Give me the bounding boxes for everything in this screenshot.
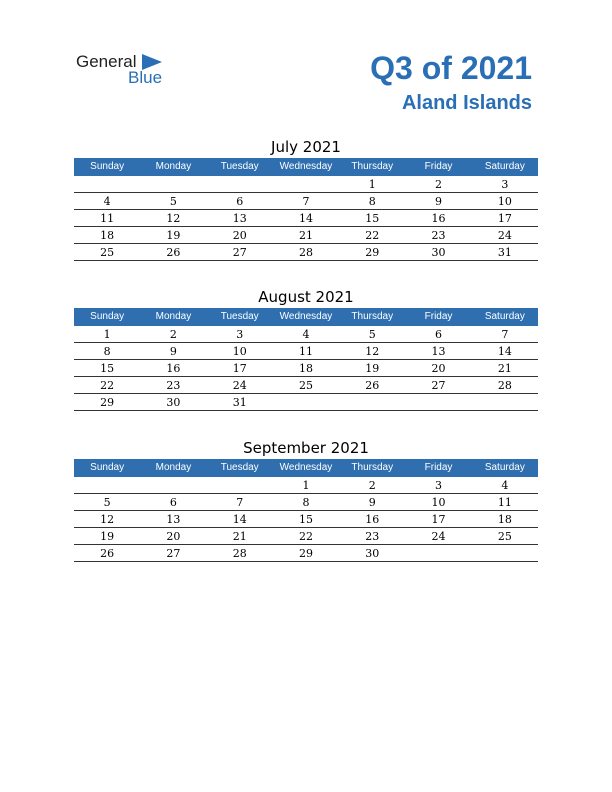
week-row: [74, 244, 538, 261]
day-cell: 11: [497, 496, 512, 509]
day-cell: 2: [368, 479, 376, 492]
day-cell: 13: [431, 345, 446, 358]
day-cell: 31: [232, 396, 247, 409]
day-cell: [273, 394, 339, 410]
day-cell: 6: [435, 328, 443, 341]
day-cell: 20: [232, 229, 247, 242]
day-cell: 25: [298, 379, 313, 392]
day-cell: 22: [298, 530, 313, 543]
day-cell: 9: [169, 345, 177, 358]
day-cell: 30: [365, 547, 380, 560]
day-cell: 14: [232, 513, 247, 526]
week-row: [74, 210, 538, 227]
day-cell: 3: [501, 178, 509, 191]
day-cell: 6: [169, 496, 177, 509]
day-cell: 25: [497, 530, 512, 543]
day-cell: 23: [365, 530, 380, 543]
day-cell: 7: [501, 328, 509, 341]
day-cell: 21: [232, 530, 247, 543]
day-cell: 27: [166, 547, 181, 560]
month-title: September 2021: [243, 439, 369, 457]
week-row: [74, 477, 538, 494]
weekday-label: Thursday: [351, 161, 394, 172]
day-cell: 17: [497, 212, 512, 225]
week-row: [74, 326, 538, 343]
week-row: [74, 377, 538, 394]
day-cell: 24: [232, 379, 247, 392]
day-cell: 16: [365, 513, 380, 526]
weekday-label: Wednesday: [279, 311, 333, 322]
weekday-header: [74, 459, 538, 477]
day-cell: 2: [169, 328, 177, 341]
brand-general: General: [76, 52, 137, 71]
day-cell: 29: [100, 396, 115, 409]
day-cell: 5: [103, 496, 111, 509]
day-cell: 7: [302, 195, 310, 208]
week-row: [74, 545, 538, 562]
day-cell: 27: [232, 246, 247, 259]
day-cell: 17: [232, 362, 247, 375]
day-cell: 24: [497, 229, 512, 242]
weekday-label: Thursday: [351, 311, 394, 322]
day-cell: 5: [169, 195, 177, 208]
day-cell: 30: [166, 396, 181, 409]
week-row: [74, 494, 538, 511]
month-calendar: [74, 437, 538, 562]
day-cell: [140, 477, 206, 493]
day-cell: [472, 394, 538, 410]
day-cell: 30: [431, 246, 446, 259]
day-cell: 21: [497, 362, 512, 375]
day-cell: 18: [298, 362, 313, 375]
month-calendar: [74, 136, 538, 261]
week-row: [74, 511, 538, 528]
day-cell: 16: [166, 362, 181, 375]
day-cell: 26: [100, 547, 115, 560]
day-cell: 5: [368, 328, 376, 341]
day-cell: 4: [302, 328, 310, 341]
day-cell: [273, 176, 339, 192]
day-cell: 10: [431, 496, 446, 509]
day-cell: 19: [365, 362, 380, 375]
day-cell: 9: [435, 195, 443, 208]
weekday-label: Tuesday: [220, 462, 259, 473]
weekday-label: Tuesday: [220, 161, 259, 172]
week-row: [74, 343, 538, 360]
day-cell: 10: [232, 345, 247, 358]
day-cell: 13: [232, 212, 247, 225]
weekday-header: [74, 308, 538, 326]
day-cell: 8: [302, 496, 310, 509]
day-cell: [472, 545, 538, 561]
day-cell: 22: [365, 229, 380, 242]
day-cell: 19: [100, 530, 115, 543]
weekday-label: Sunday: [90, 462, 125, 473]
brand-blue: Blue: [128, 68, 163, 87]
day-cell: 8: [368, 195, 376, 208]
weekday-label: Friday: [424, 161, 453, 172]
day-cell: 8: [103, 345, 111, 358]
day-cell: [405, 394, 471, 410]
day-cell: 15: [298, 513, 313, 526]
day-cell: [339, 394, 405, 410]
weekday-label: Sunday: [90, 311, 125, 322]
weekday-label: Wednesday: [279, 161, 333, 172]
day-cell: 26: [166, 246, 181, 259]
day-cell: 12: [166, 212, 181, 225]
day-cell: 29: [365, 246, 380, 259]
week-row: [74, 227, 538, 244]
day-cell: 2: [435, 178, 443, 191]
page-subtitle: Aland Islands: [401, 92, 532, 114]
weekday-label: Monday: [155, 311, 192, 322]
brand-logo: [76, 52, 176, 92]
month-title: July 2021: [271, 138, 341, 156]
day-cell: [405, 545, 471, 561]
weekday-label: Sunday: [90, 161, 125, 172]
weekday-label: Monday: [155, 462, 192, 473]
day-cell: 24: [431, 530, 446, 543]
weekday-label: Thursday: [351, 462, 394, 473]
day-cell: [74, 176, 140, 192]
day-cell: 20: [166, 530, 181, 543]
day-cell: 14: [497, 345, 512, 358]
day-cell: 25: [100, 246, 115, 259]
month-title: August 2021: [258, 288, 354, 306]
weekday-label: Friday: [424, 462, 453, 473]
day-cell: 28: [298, 246, 313, 259]
week-row: [74, 528, 538, 545]
day-cell: 15: [365, 212, 380, 225]
week-row: [74, 360, 538, 377]
day-cell: 10: [497, 195, 512, 208]
day-cell: 16: [431, 212, 446, 225]
day-cell: 29: [298, 547, 313, 560]
week-row: [74, 176, 538, 193]
day-cell: [207, 176, 273, 192]
weekday-label: Saturday: [484, 161, 525, 172]
day-cell: 7: [236, 496, 244, 509]
day-cell: 12: [100, 513, 115, 526]
day-cell: 23: [431, 229, 446, 242]
day-cell: 11: [298, 345, 313, 358]
day-cell: 13: [166, 513, 181, 526]
day-cell: 1: [368, 178, 376, 191]
weekday-label: Tuesday: [220, 311, 259, 322]
weekday-label: Wednesday: [279, 462, 333, 473]
day-cell: 3: [435, 479, 443, 492]
page-title: Q3 of 2021: [370, 50, 532, 86]
weekday-label: Saturday: [484, 462, 525, 473]
day-cell: 18: [100, 229, 115, 242]
day-cell: 12: [365, 345, 380, 358]
day-cell: 4: [103, 195, 111, 208]
day-cell: 17: [431, 513, 446, 526]
day-cell: 18: [497, 513, 512, 526]
day-cell: 3: [236, 328, 244, 341]
day-cell: 11: [100, 212, 115, 225]
day-cell: 22: [100, 379, 115, 392]
day-cell: [74, 477, 140, 493]
day-cell: [140, 176, 206, 192]
day-cell: 26: [365, 379, 380, 392]
day-cell: 23: [166, 379, 181, 392]
day-cell: 28: [232, 547, 247, 560]
day-cell: 27: [431, 379, 446, 392]
day-cell: 19: [166, 229, 181, 242]
day-cell: 31: [497, 246, 512, 259]
day-cell: 4: [501, 479, 509, 492]
week-row: [74, 394, 538, 411]
day-cell: 1: [103, 328, 111, 341]
week-row: [74, 193, 538, 210]
weekday-header: [74, 158, 538, 176]
day-cell: 28: [497, 379, 512, 392]
day-cell: 15: [100, 362, 115, 375]
weekday-label: Saturday: [484, 311, 525, 322]
weekday-label: Monday: [155, 161, 192, 172]
day-cell: 14: [298, 212, 313, 225]
weekday-label: Friday: [424, 311, 453, 322]
day-cell: 21: [298, 229, 313, 242]
day-cell: 20: [431, 362, 446, 375]
day-cell: [207, 477, 273, 493]
day-cell: 9: [368, 496, 376, 509]
day-cell: 1: [302, 479, 310, 492]
day-cell: 6: [236, 195, 244, 208]
month-calendar: [74, 286, 538, 411]
